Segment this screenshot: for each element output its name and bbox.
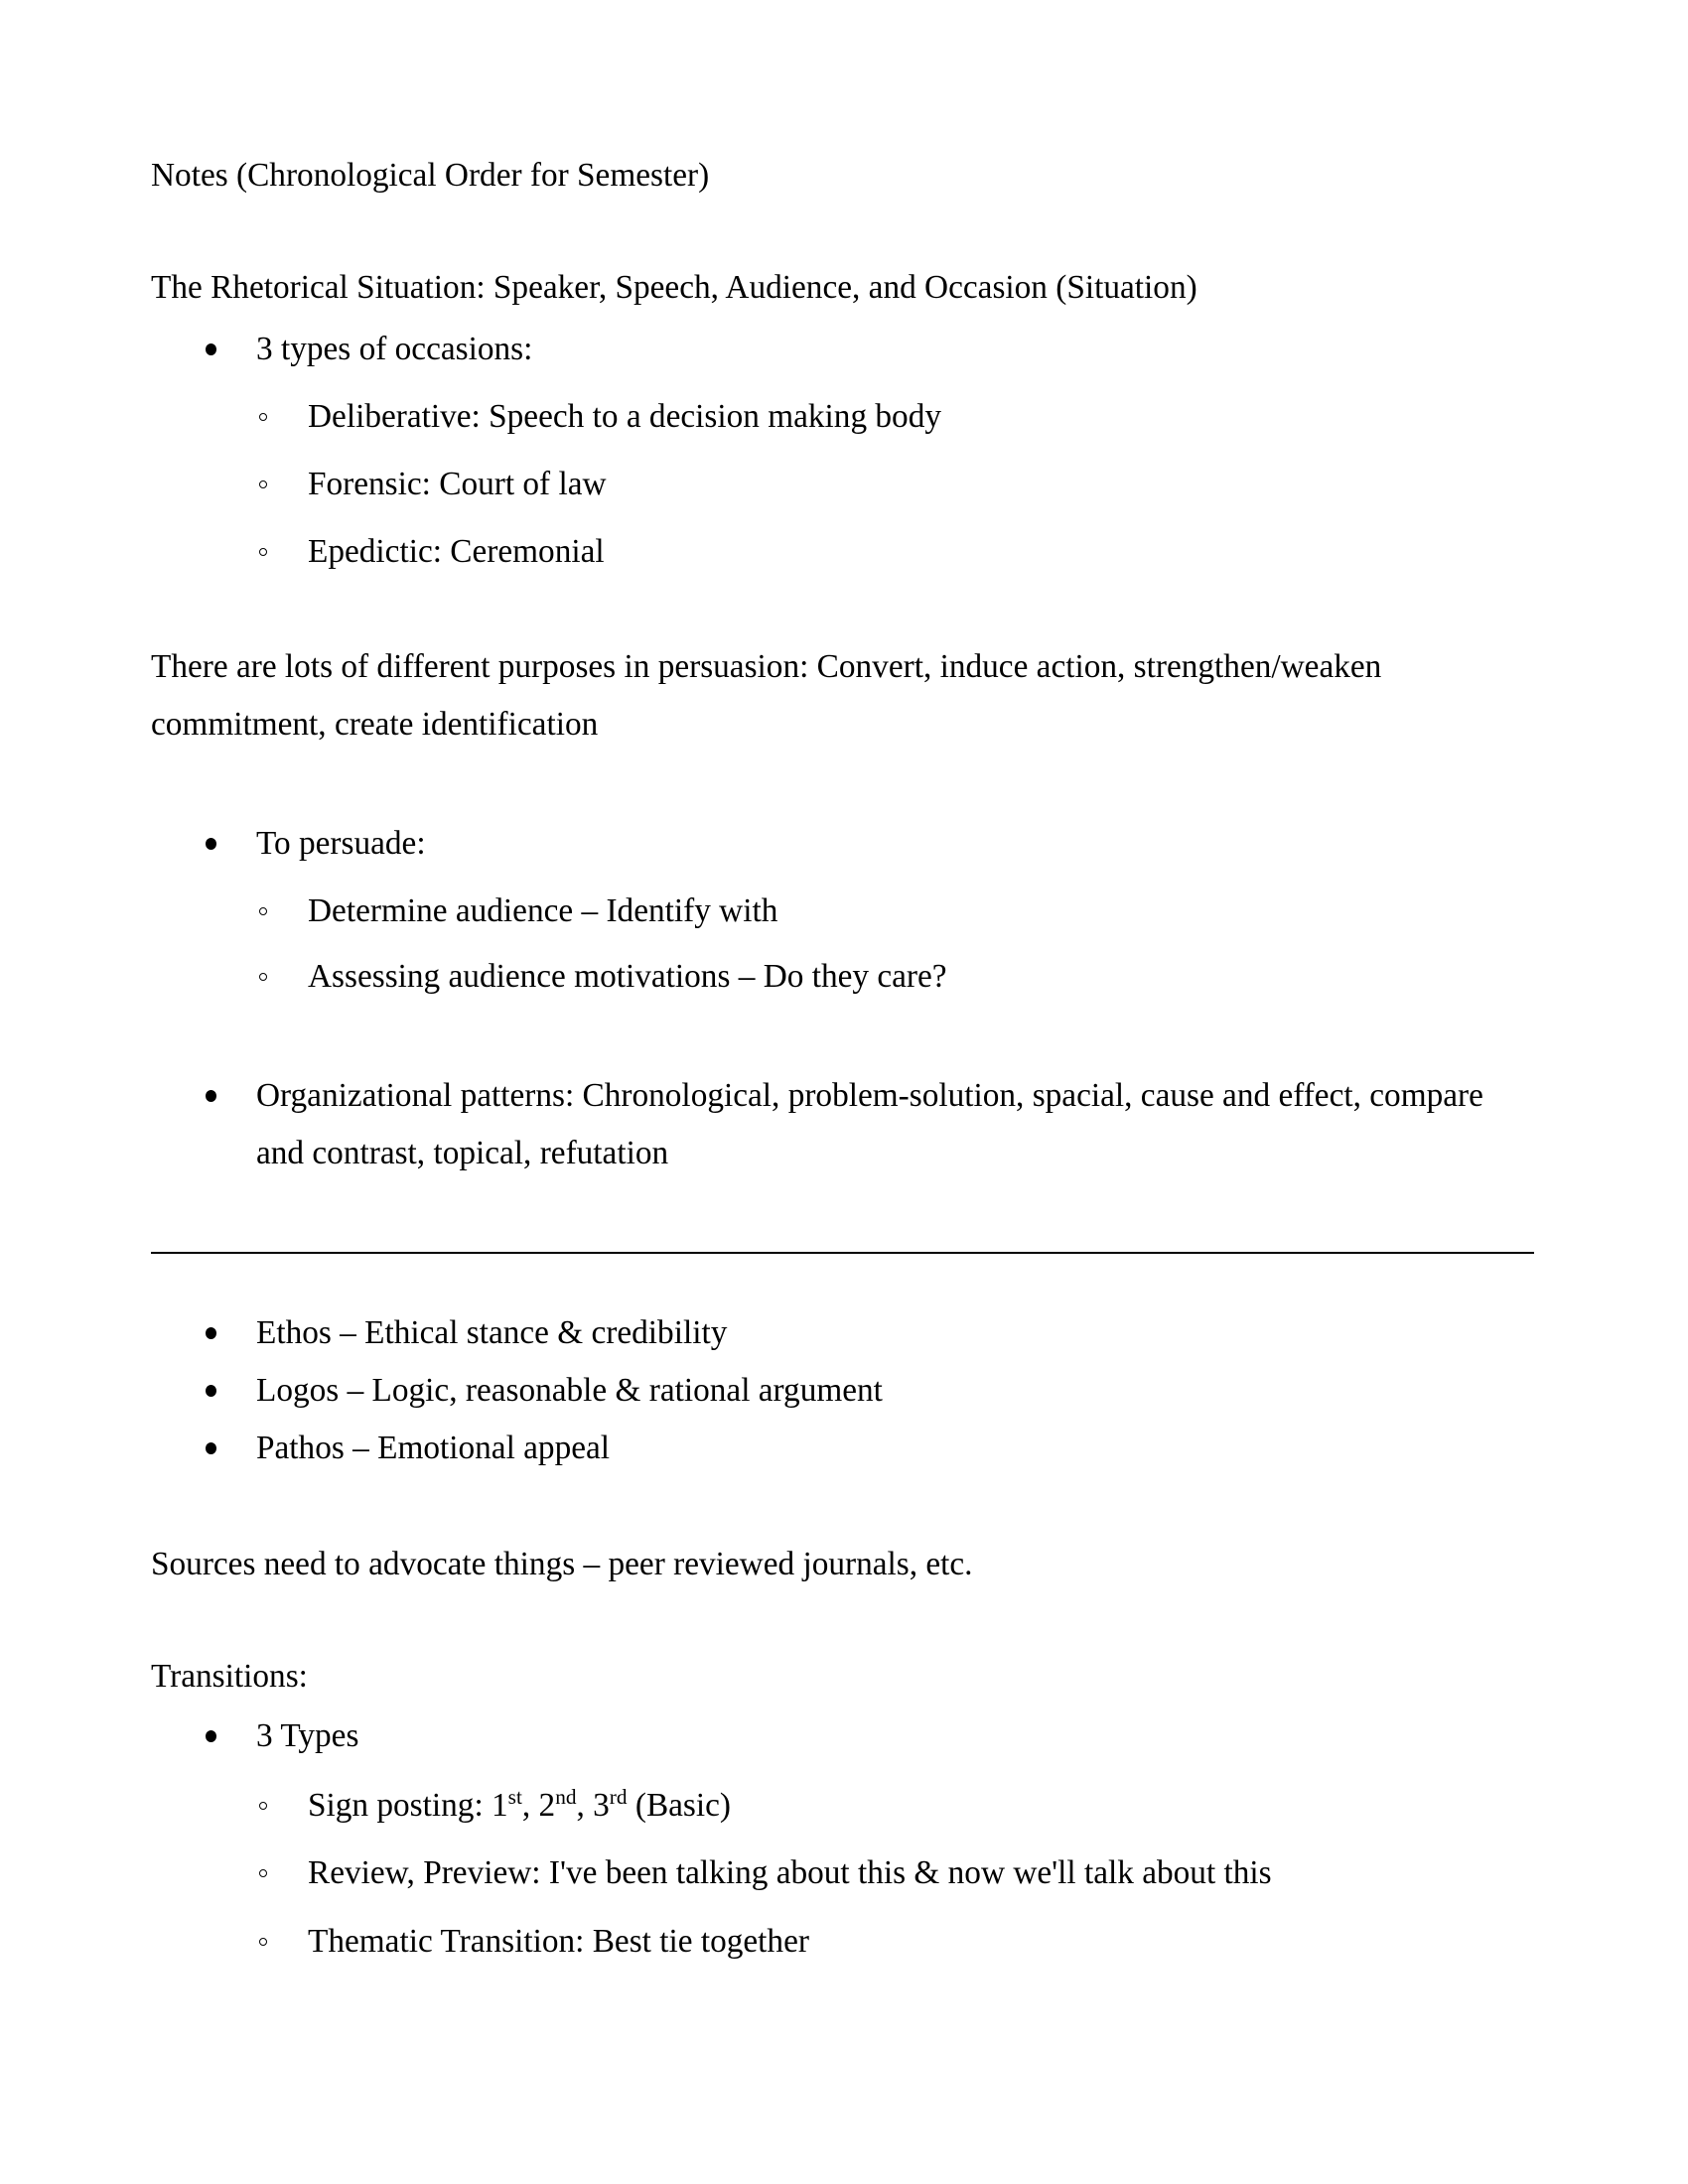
bullet-item xyxy=(151,1420,1534,1477)
bullet-text: 3 types of occasions: xyxy=(256,331,533,367)
bullet-circle-icon xyxy=(259,1869,267,1877)
section-heading-transitions: Transitions: xyxy=(151,1658,308,1695)
bullet-text: To persuade: xyxy=(256,825,426,862)
sub-bullet-text: Epedictic: Ceremonial xyxy=(308,533,605,570)
bullet-circle-icon xyxy=(259,1938,267,1946)
bullet-disc-icon xyxy=(206,343,216,355)
bullet-disc-icon xyxy=(206,1385,216,1397)
bullet-circle-icon xyxy=(259,413,267,421)
sub-bullet-item xyxy=(151,456,1534,513)
sub-bullet-text: Review, Preview: I've been talking about this & now we'll talk about this xyxy=(308,1854,1272,1891)
sub-bullet-text: Forensic: Court of law xyxy=(308,466,607,502)
bullet-item xyxy=(151,321,1534,378)
bullet-disc-icon xyxy=(206,1327,216,1339)
sub-bullet-item xyxy=(151,1844,1534,1902)
bullet-disc-icon xyxy=(206,1442,216,1454)
sub-bullet-item xyxy=(151,948,1534,1006)
sub-bullet-text: Thematic Transition: Best tie together xyxy=(308,1923,809,1960)
bullet-item xyxy=(151,815,1534,873)
paragraph-purposes: There are lots of different purposes in persuasion: Convert, induce action, strengthen/weaken commitment, create identification xyxy=(151,648,1382,743)
paragraph-sources: Sources need to advocate things – peer reviewed journals, etc. xyxy=(151,1546,973,1582)
bullet-circle-icon xyxy=(259,480,267,488)
bullet-text: Pathos – Emotional appeal xyxy=(256,1430,611,1466)
bullet-disc-icon xyxy=(206,1090,216,1102)
sub-bullet-text: Deliberative: Speech to a decision making body xyxy=(308,398,942,435)
bullet-item xyxy=(151,1304,1534,1362)
bullet-text: Organizational patterns: Chronological, problem-solution, spacial, cause and effect, compare and contrast, topical, refutation xyxy=(256,1077,1483,1171)
bullet-disc-icon xyxy=(206,1730,216,1742)
note-title: Notes (Chronological Order for Semester) xyxy=(151,157,710,194)
sub-bullet-item xyxy=(151,523,1534,581)
bullet-text: 3 Types xyxy=(256,1717,359,1754)
bullet-item xyxy=(151,1707,1534,1765)
bullet-text: Ethos – Ethical stance & credibility xyxy=(256,1314,728,1351)
bullet-circle-icon xyxy=(259,973,267,981)
bullet-item xyxy=(151,1067,1534,1182)
bullet-item xyxy=(151,1362,1534,1420)
ordinal-suffix: st xyxy=(507,1784,522,1809)
section-heading-rhetorical-situation: The Rhetorical Situation: Speaker, Speech, Audience, and Occasion (Situation) xyxy=(151,269,1197,306)
bullet-circle-icon xyxy=(259,1802,267,1810)
sub-bullet-item-sign-posting xyxy=(151,1777,1534,1835)
bullet-text: Logos – Logic, reasonable & rational argument xyxy=(256,1372,883,1409)
horizontal-rule xyxy=(151,1252,1534,1254)
sub-bullet-text: Determine audience – Identify with xyxy=(308,892,778,929)
sub-bullet-item xyxy=(151,1913,1534,1971)
sub-bullet-text: Sign posting: 1st, 2nd, 3rd (Basic) xyxy=(308,1784,732,1824)
ordinal-suffix: rd xyxy=(609,1784,628,1809)
bullet-circle-icon xyxy=(259,548,267,556)
bullet-disc-icon xyxy=(206,838,216,850)
sub-bullet-text: Assessing audience motivations – Do they care? xyxy=(308,958,947,995)
bullet-circle-icon xyxy=(259,907,267,915)
ordinal-suffix: nd xyxy=(555,1784,577,1809)
sub-bullet-item xyxy=(151,883,1534,940)
sub-bullet-item xyxy=(151,388,1534,446)
